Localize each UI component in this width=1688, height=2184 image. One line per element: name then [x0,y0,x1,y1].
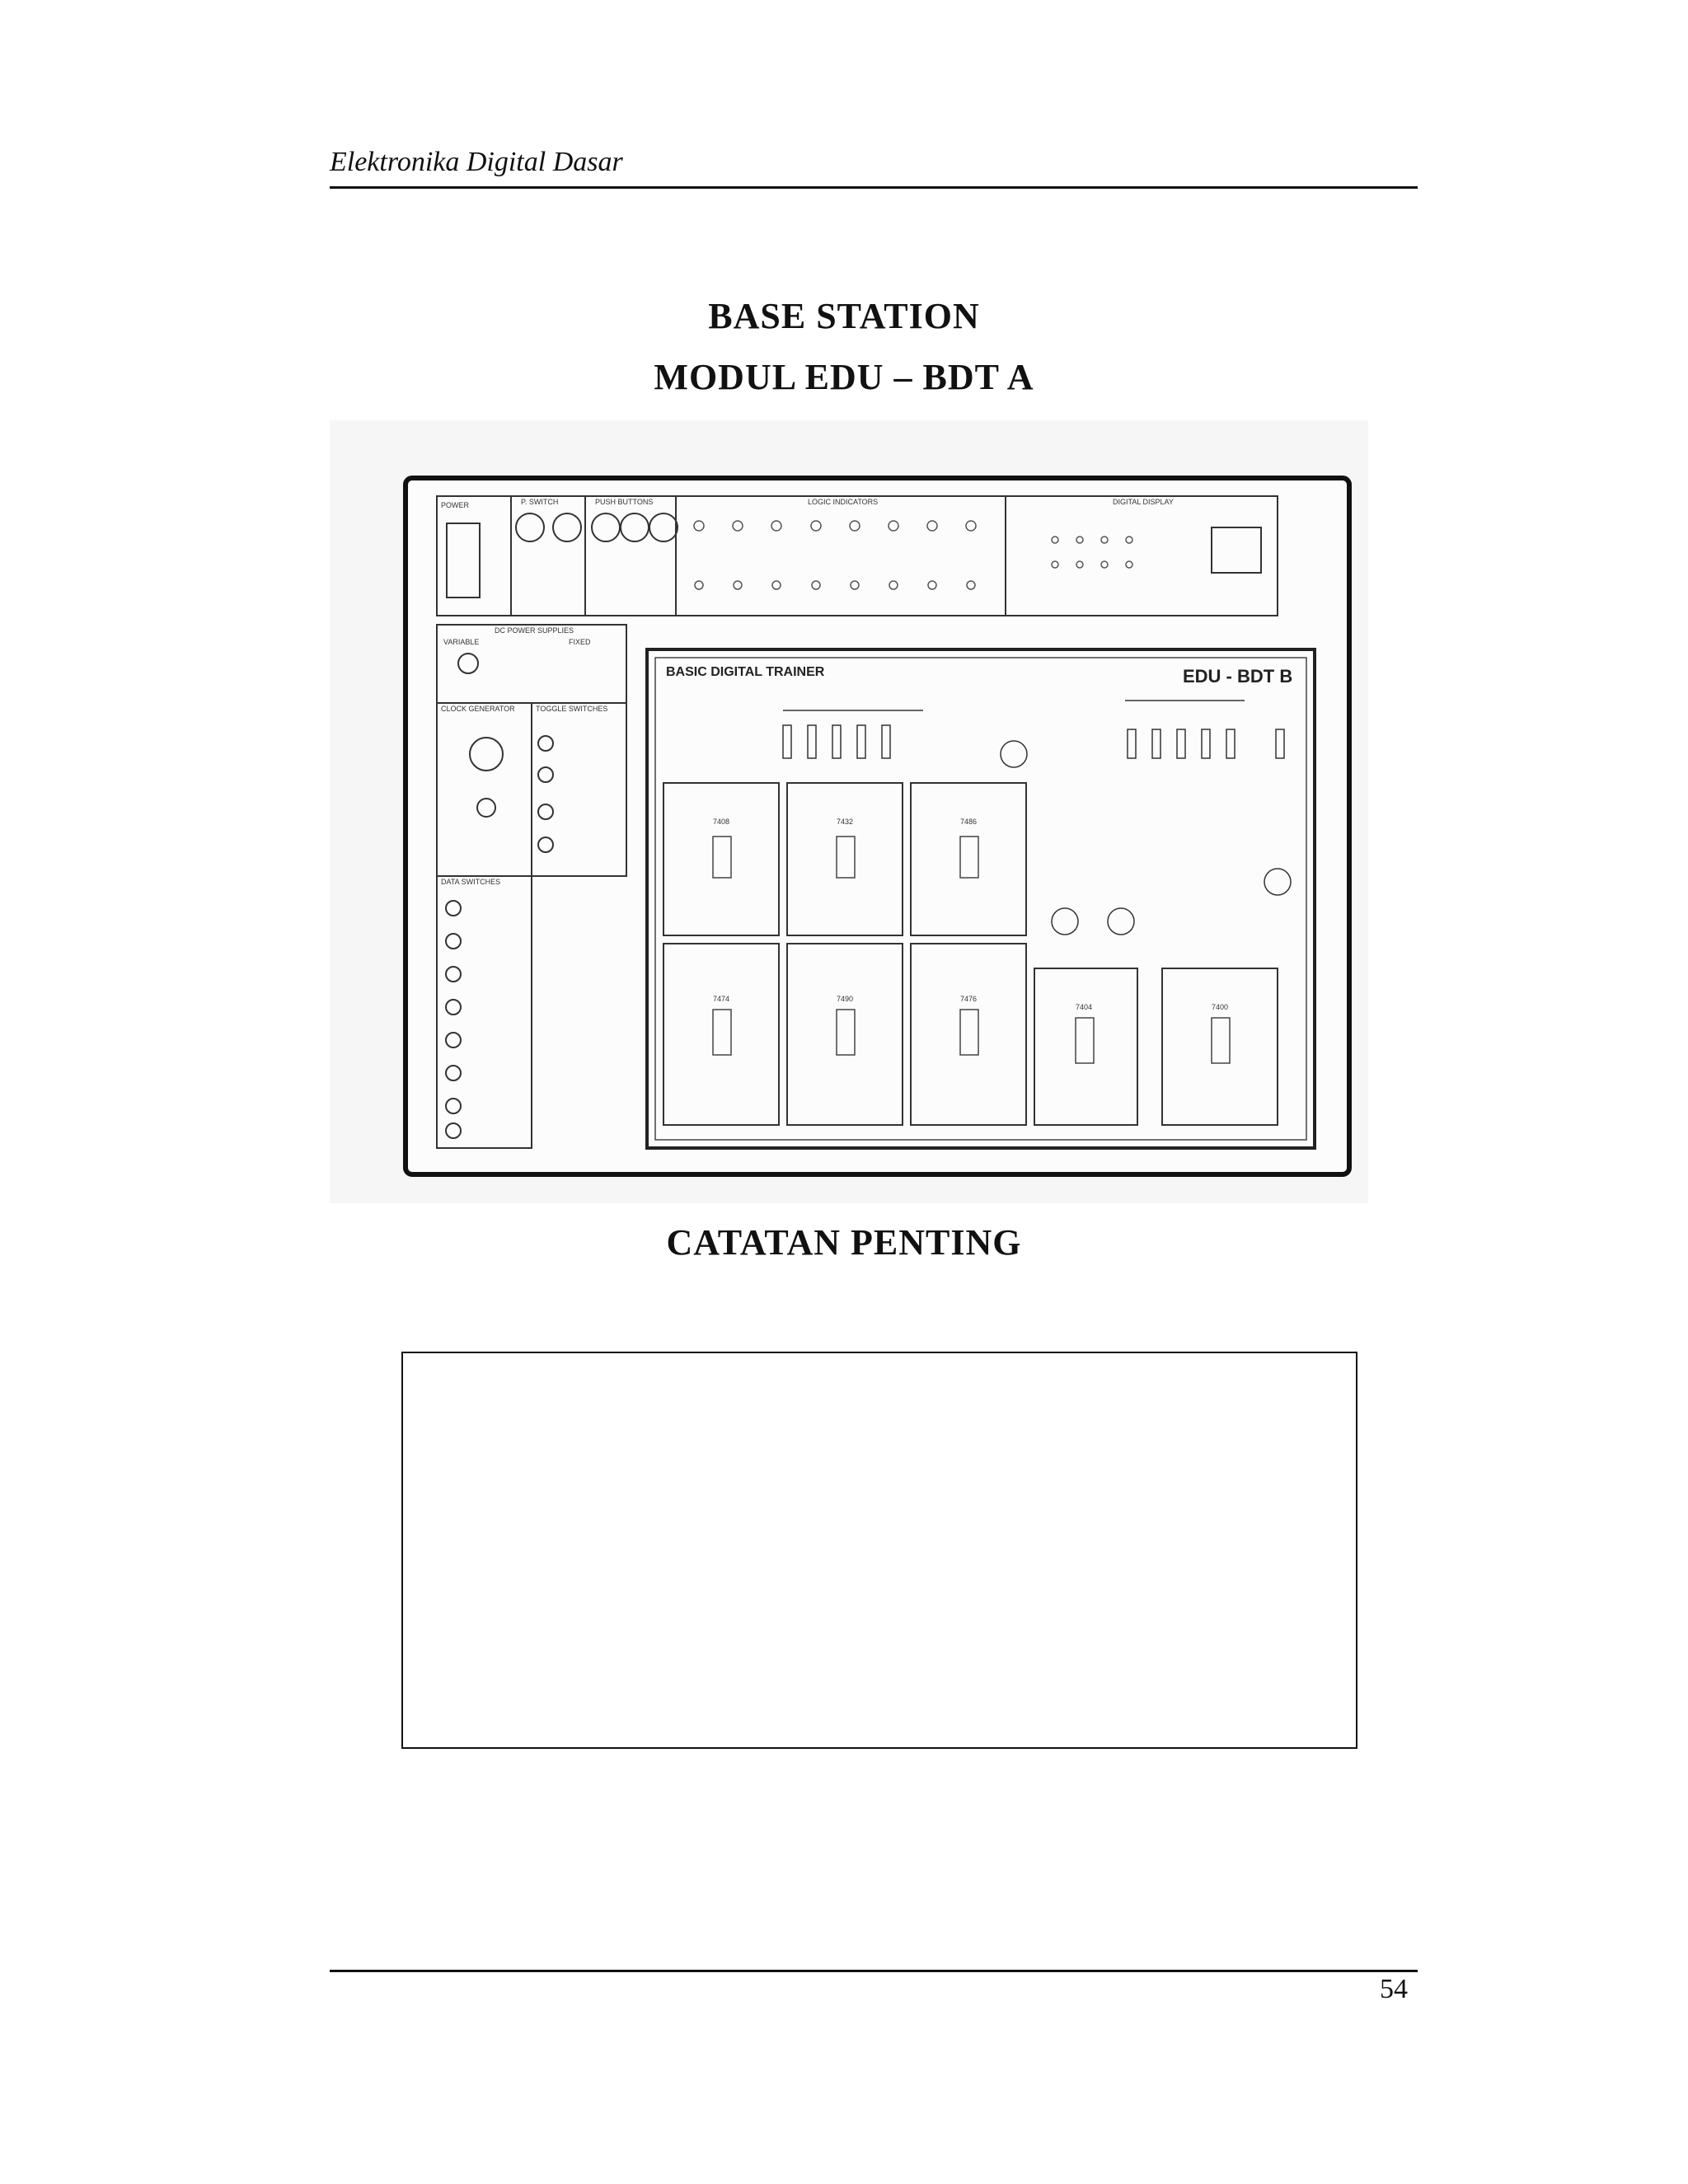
chip-label-1: 7408 [713,818,730,826]
fixed-label: FIXED [569,638,591,646]
page-subtitle: MODUL EDU – BDT A [654,357,1034,397]
notes-box [401,1352,1357,1749]
p-switch-label: P. SWITCH [521,498,559,506]
chip-label-4: 7474 [713,995,730,1003]
chip-label-6: 7476 [960,995,978,1003]
module-name-label: EDU - BDT B [1183,666,1293,687]
clock-generator-label: CLOCK GENERATOR [441,705,515,713]
power-label: POWER [441,501,470,509]
base-station-figure [330,420,1368,1203]
notes-heading: CATATAN PENTING [666,1222,1022,1263]
page-number: 54 [1380,1974,1408,2004]
digital-display-label: DIGITAL DISPLAY [1113,498,1174,506]
chip-label-8: 7400 [1212,1003,1229,1011]
basic-trainer-label: BASIC DIGITAL TRAINER [666,665,825,679]
chip-label-2: 7432 [837,818,854,826]
chip-label-5: 7490 [837,995,854,1003]
chip-label-3: 7486 [960,818,978,826]
page-title: BASE STATION [708,296,980,336]
logic-indicators-label: LOGIC INDICATORS [808,498,879,506]
variable-label: VARIABLE [443,638,480,646]
running-header: Elektronika Digital Dasar [330,147,623,177]
push-buttons-label: PUSH BUTTONS [595,498,654,506]
header-rule [330,186,1418,189]
data-switches-label: DATA SWITCHES [441,878,501,886]
footer-rule [330,1970,1418,1972]
toggle-switches-label: TOGGLE SWITCHES [536,705,608,713]
chip-label-7: 7404 [1076,1003,1093,1011]
dc-power-label: DC POWER SUPPLIES [495,626,574,635]
